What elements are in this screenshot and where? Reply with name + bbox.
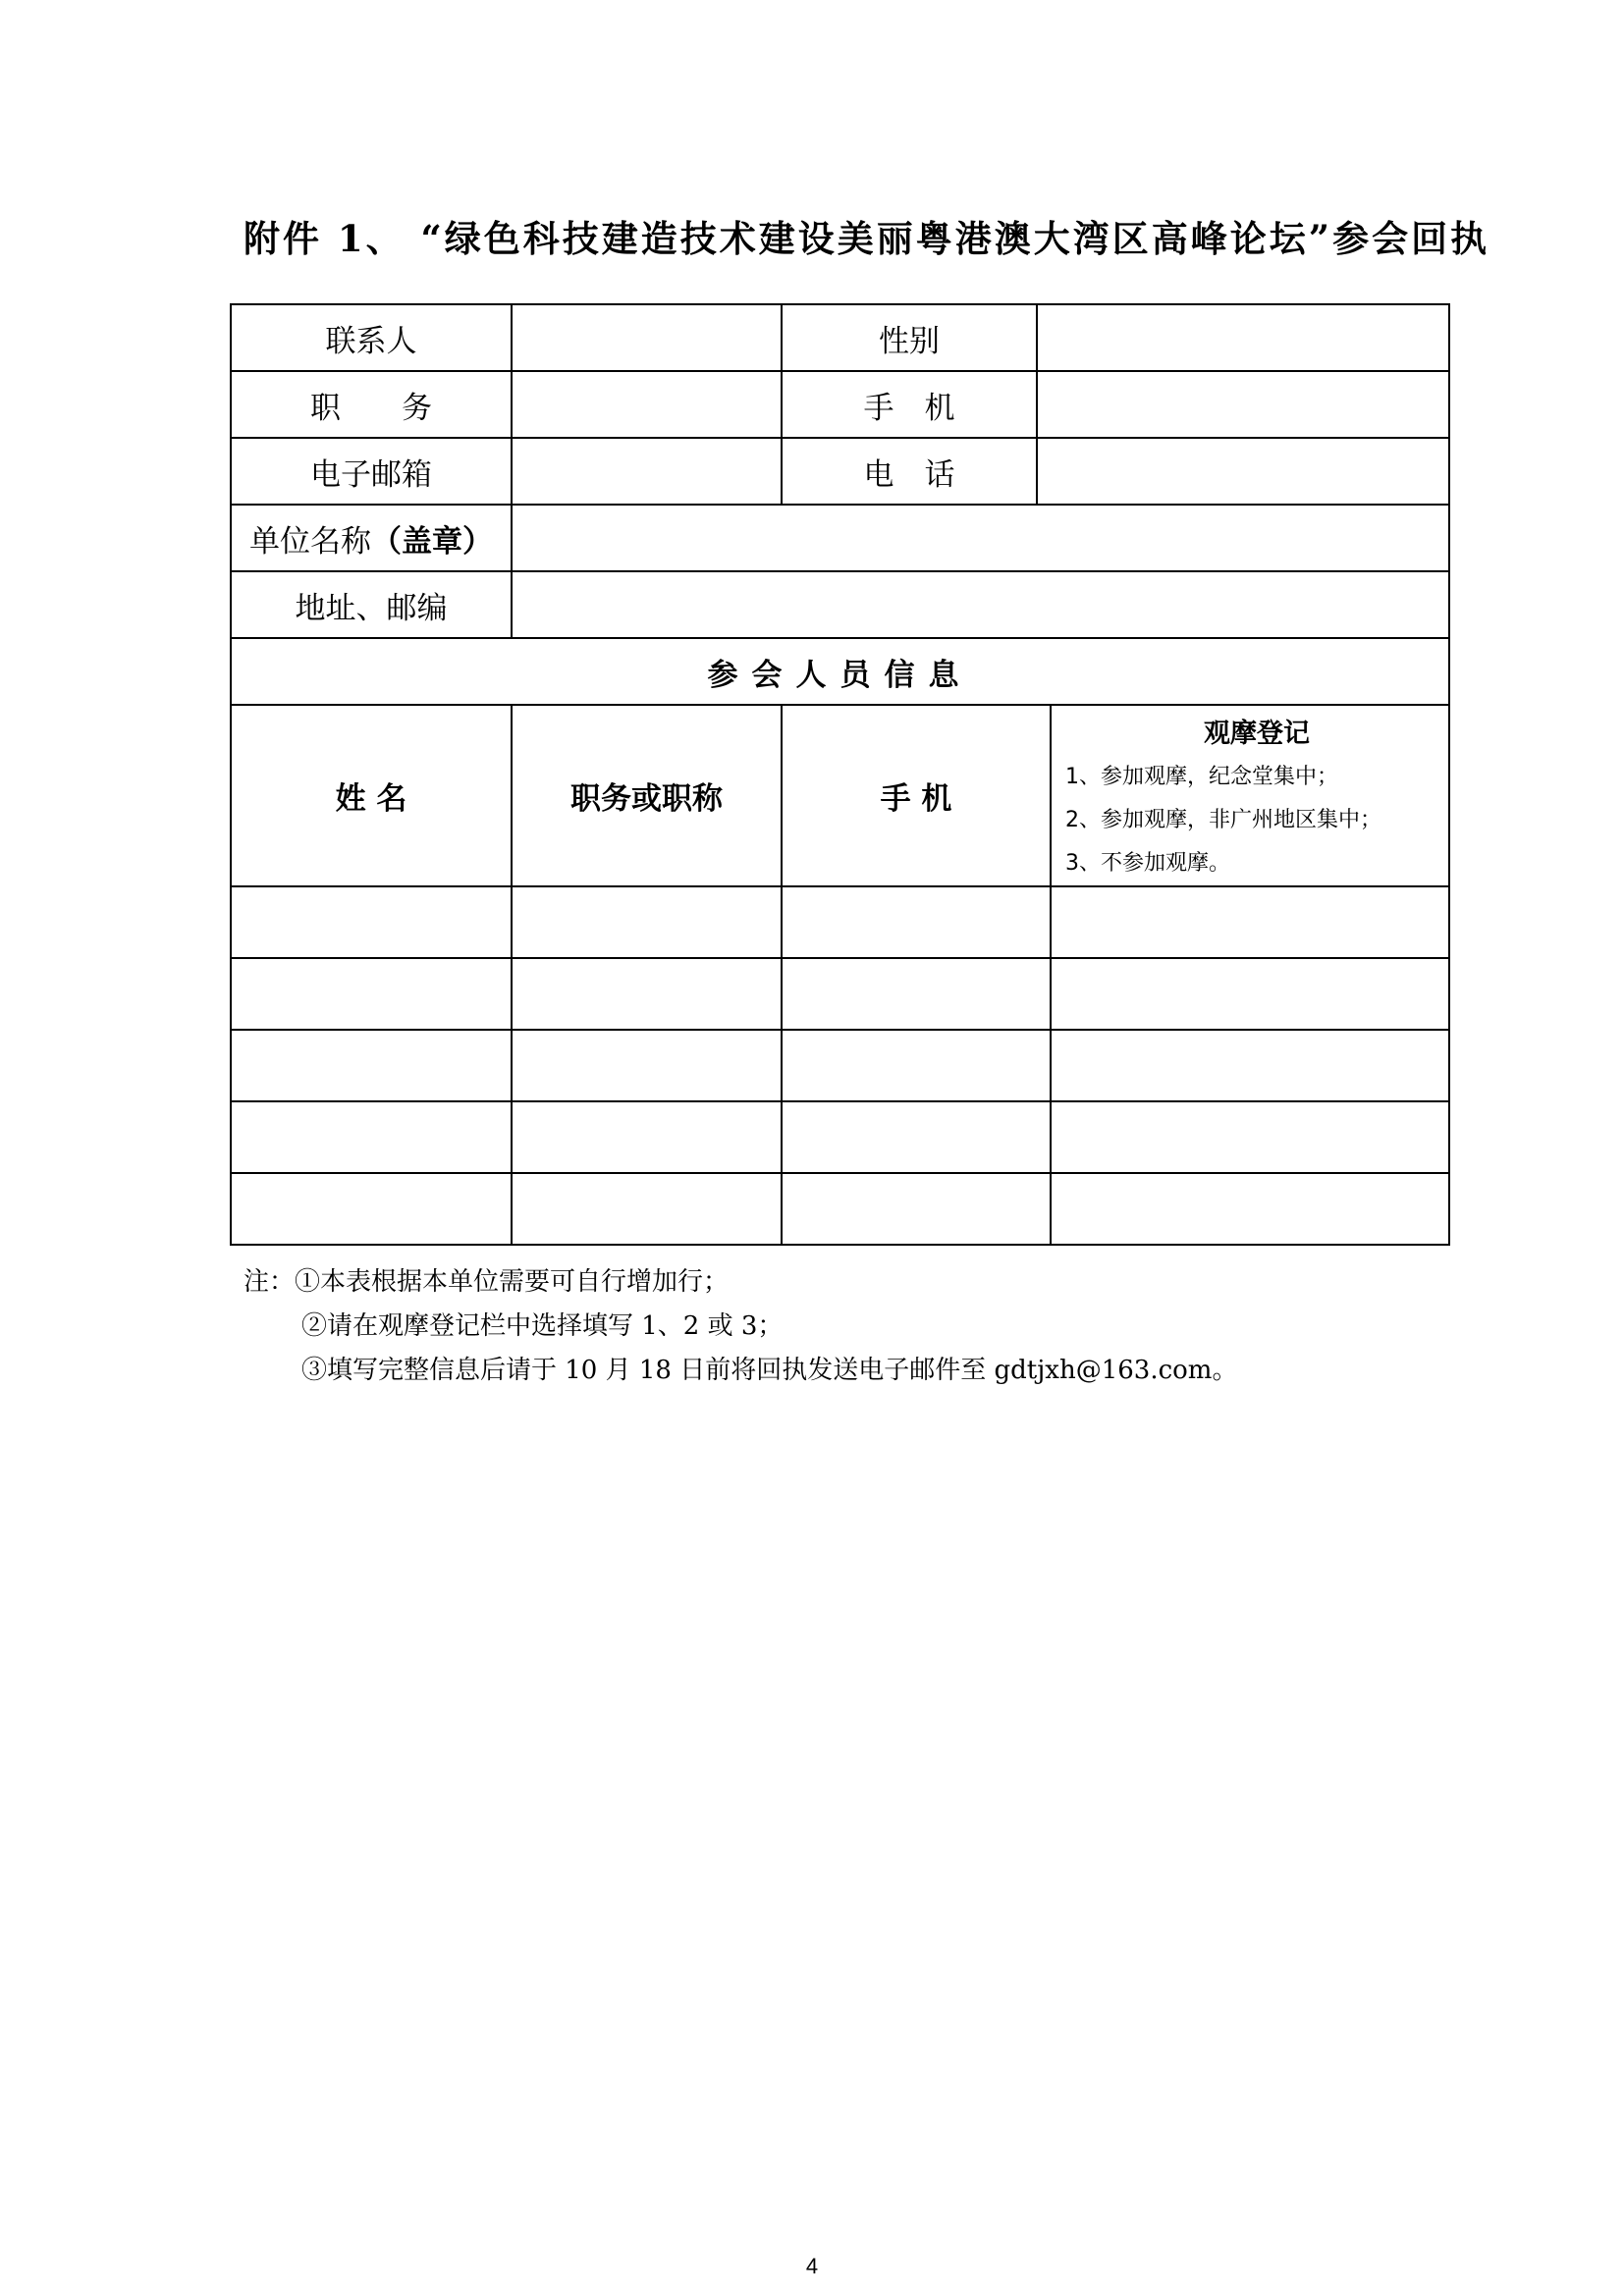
- page-number: 4: [805, 2254, 819, 2278]
- organization-label: [231, 505, 512, 571]
- registration-form-table: [230, 303, 1450, 1246]
- organization-label-text: 单位名称: [249, 523, 371, 560]
- attendee-name-cell[interactable]: [231, 1030, 512, 1101]
- attendee-row: [231, 1101, 1449, 1173]
- observation-title: 观摩登记: [1204, 719, 1310, 749]
- header-mobile: 手 机: [782, 705, 1051, 886]
- attendee-title-cell[interactable]: [512, 886, 782, 958]
- gender-label: 性别: [782, 304, 1037, 371]
- address-row: [231, 571, 1449, 638]
- observation-option-2: 2、参加观摩，非广州地区集中；: [1065, 808, 1381, 832]
- section-title: 参会人员信息: [231, 638, 1449, 705]
- address-field[interactable]: [512, 571, 1449, 638]
- mobile-label: 手 机: [782, 371, 1037, 438]
- mobile-field[interactable]: [1037, 371, 1449, 438]
- attendee-name-cell[interactable]: [231, 886, 512, 958]
- attendee-observation-cell[interactable]: [1051, 1101, 1449, 1173]
- email-label: 电子邮箱: [231, 438, 512, 505]
- position-label: 职 务: [231, 371, 512, 438]
- attendee-name-cell[interactable]: [231, 1101, 512, 1173]
- page-title: 附件 1、 “绿色科技建造技术建设美丽粤港澳大湾区高峰论坛”参会回执: [244, 217, 1490, 260]
- attendee-title-cell[interactable]: [512, 1101, 782, 1173]
- attendee-title-cell[interactable]: [512, 1173, 782, 1245]
- organization-row: [231, 505, 1449, 571]
- contact-row: [231, 304, 1449, 371]
- note-3: ③填写完整信息后请于 10 月 18 日前将回执发送电子邮件至 gdtjxh@163.com。: [301, 1356, 1238, 1385]
- email-row: [231, 438, 1449, 505]
- note-1: 注：①本表根据本单位需要可自行增加行；: [244, 1267, 730, 1297]
- address-label: 地址、邮编: [231, 571, 512, 638]
- attendee-row: [231, 886, 1449, 958]
- section-row: [231, 638, 1449, 705]
- header-name: 姓 名: [231, 705, 512, 886]
- attendee-observation-cell[interactable]: [1051, 958, 1449, 1030]
- attendee-name-cell[interactable]: [231, 1173, 512, 1245]
- attendee-observation-cell[interactable]: [1051, 1030, 1449, 1101]
- position-field[interactable]: [512, 371, 782, 438]
- header-title: 职务或职称: [512, 705, 782, 886]
- phone-field[interactable]: [1037, 438, 1449, 505]
- observation-option-3: 3、不参加观摩。: [1065, 851, 1230, 876]
- position-row: [231, 371, 1449, 438]
- attendee-mobile-cell[interactable]: [782, 958, 1051, 1030]
- email-field[interactable]: [512, 438, 782, 505]
- attendee-title-cell[interactable]: [512, 958, 782, 1030]
- attendee-title-cell[interactable]: [512, 1030, 782, 1101]
- attendee-header-row: [231, 705, 1449, 886]
- phone-label: 电 话: [782, 438, 1037, 505]
- attendee-name-cell[interactable]: [231, 958, 512, 1030]
- attendee-mobile-cell[interactable]: [782, 1030, 1051, 1101]
- attendee-observation-cell[interactable]: [1051, 1173, 1449, 1245]
- contact-label: 联系人: [231, 304, 512, 371]
- contact-field[interactable]: [512, 304, 782, 371]
- attendee-row: [231, 1173, 1449, 1245]
- organization-seal-note: （盖章）: [371, 523, 493, 560]
- organization-field[interactable]: [512, 505, 1449, 571]
- attendee-mobile-cell[interactable]: [782, 1173, 1051, 1245]
- note-2: ②请在观摩登记栏中选择填写 1、2 或 3；: [301, 1311, 784, 1341]
- gender-field[interactable]: [1037, 304, 1449, 371]
- attendee-mobile-cell[interactable]: [782, 886, 1051, 958]
- attendee-mobile-cell[interactable]: [782, 1101, 1051, 1173]
- header-observation: [1051, 705, 1449, 886]
- notes: [244, 1260, 1461, 1393]
- attendee-row: [231, 1030, 1449, 1101]
- attendee-row: [231, 958, 1449, 1030]
- observation-option-1: 1、参加观摩，纪念堂集中；: [1065, 765, 1338, 789]
- attendee-observation-cell[interactable]: [1051, 886, 1449, 958]
